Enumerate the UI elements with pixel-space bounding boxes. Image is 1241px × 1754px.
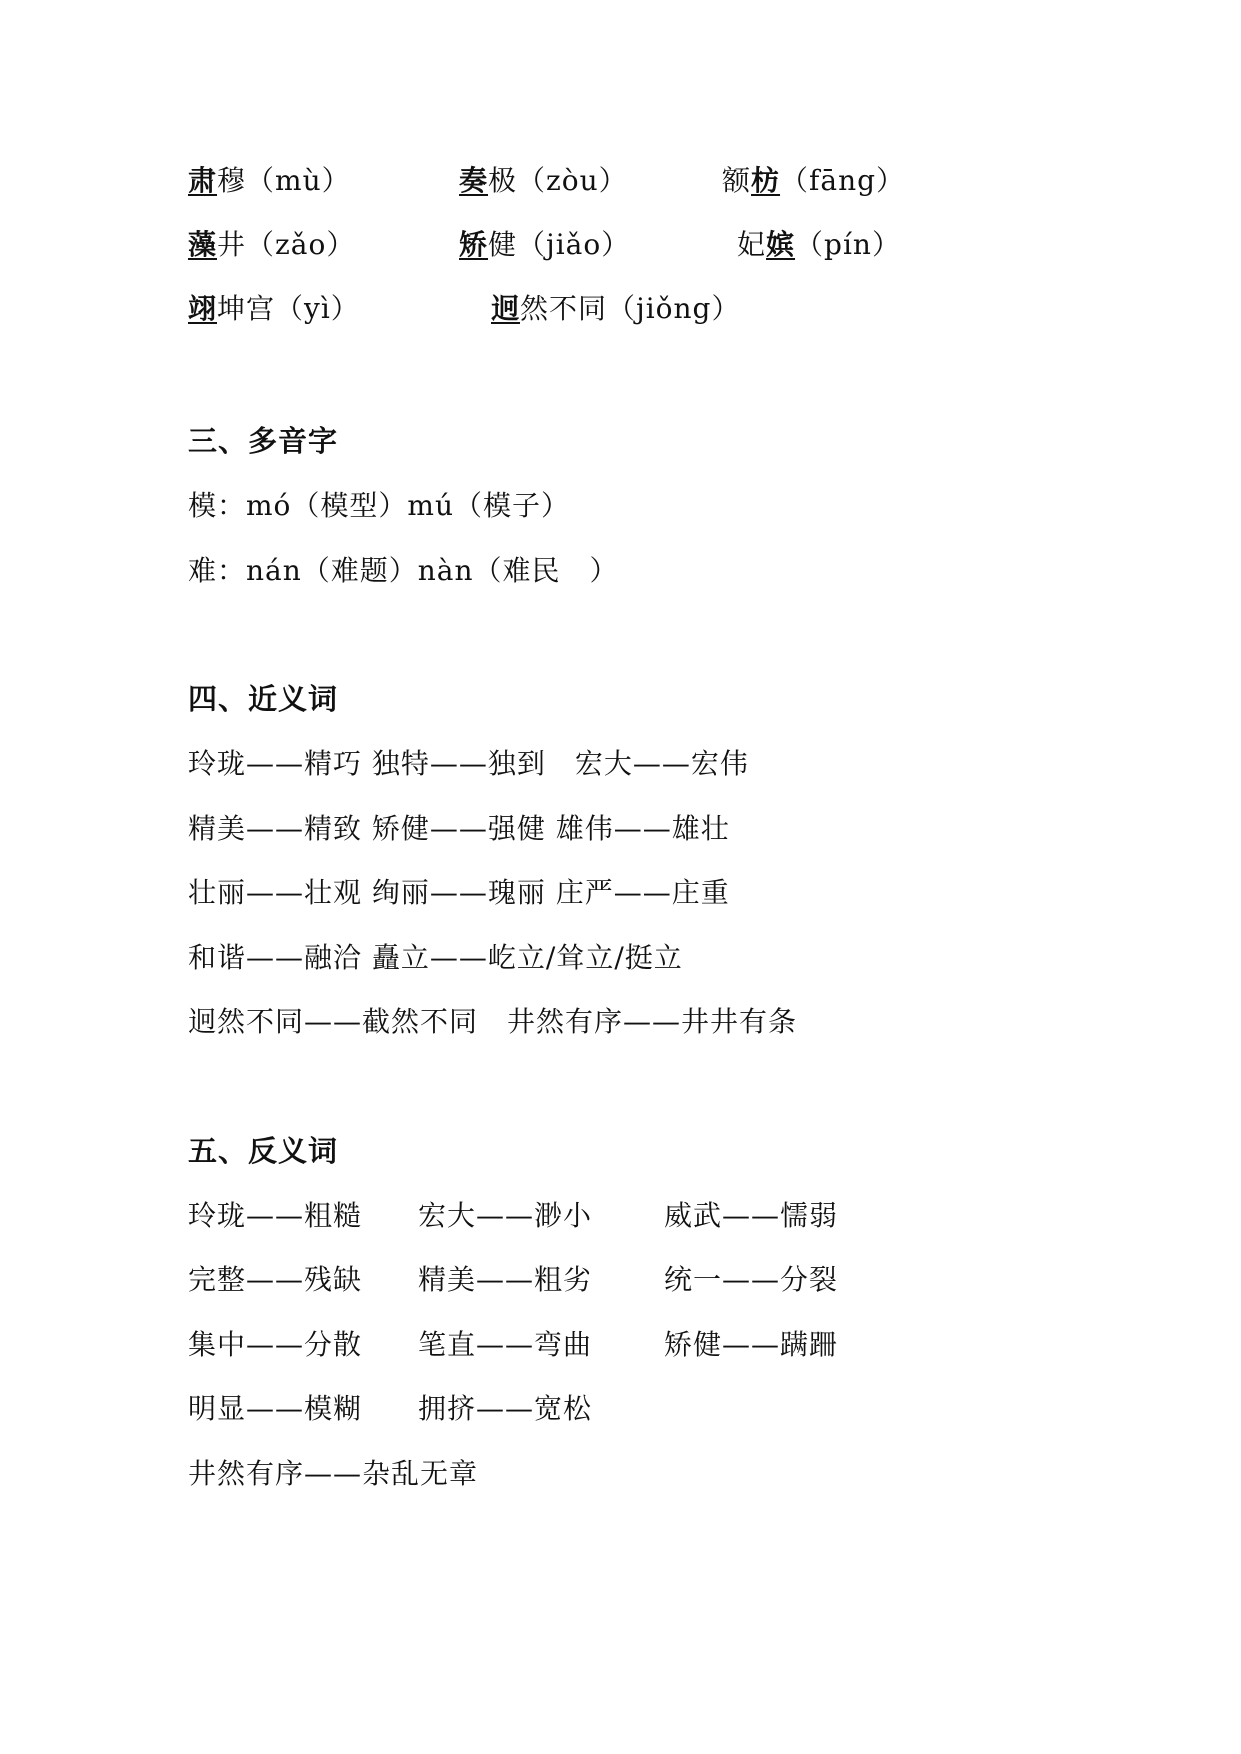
antonym-pair: 精美——粗劣: [418, 1263, 593, 1296]
underlined-char: 嫔: [766, 228, 796, 261]
antonym-pair: 完整——残缺: [188, 1263, 363, 1296]
antonym-pair: 明显——模糊: [188, 1392, 363, 1425]
antonym-pair: 笔直——弯曲: [418, 1328, 593, 1361]
synonym-line: 迥然不同——截然不同 井然有序——井井有条: [188, 1005, 798, 1038]
pronunciation-text: 坤宫（yì）: [217, 292, 360, 325]
section-heading-polyphone: 三、多音字: [188, 424, 339, 458]
antonym-pair: 玲珑——粗糙: [188, 1199, 363, 1232]
underlined-char: 翊: [188, 292, 218, 325]
pronunciation-item: [737, 227, 901, 263]
pronunciation-item: [188, 163, 351, 199]
pronunciation-text: 井（zǎo）: [217, 228, 356, 261]
pronunciation-item: [459, 163, 628, 199]
antonym-pair: 矫健——蹒跚: [664, 1328, 839, 1361]
synonym-line: 精美——精致 矫健——强健 雄伟——雄壮: [188, 812, 730, 845]
pronunciation-prefix: 额: [722, 164, 752, 197]
antonym-pair: 统一——分裂: [664, 1263, 839, 1296]
pronunciation-text: 极（zòu）: [488, 164, 628, 197]
antonym-pair: 威武——懦弱: [664, 1199, 839, 1232]
synonym-line: 玲珑——精巧 独特——独到 宏大——宏伟: [188, 747, 749, 780]
pronunciation-item: [459, 227, 630, 263]
pronunciation-item: [188, 227, 355, 263]
section-heading-antonyms: 五、反义词: [188, 1134, 339, 1168]
underlined-char: 迥: [491, 292, 521, 325]
antonym-pair: 井然有序——杂乱无章: [188, 1457, 479, 1490]
synonym-line: 壮丽——壮观 绚丽——瑰丽 庄严——庄重: [188, 876, 730, 909]
antonym-pair: 宏大——渺小: [418, 1199, 593, 1232]
pronunciation-item: [188, 291, 360, 327]
pronunciation-item: [722, 163, 905, 199]
antonym-pair: 拥挤——宽松: [418, 1392, 593, 1425]
pronunciation-prefix: 妃: [737, 228, 767, 261]
underlined-char: 藻: [188, 228, 218, 261]
polyphone-line: 模：mó（模型）mú（模子）: [188, 489, 570, 522]
underlined-char: 奏: [459, 164, 489, 197]
underlined-char: 枋: [751, 164, 781, 197]
pronunciation-text: 穆（mù）: [217, 164, 351, 197]
synonym-line: 和谐——融洽 矗立——屹立/耸立/挺立: [188, 941, 683, 974]
pronunciation-item: [491, 291, 740, 327]
pronunciation-text: 然不同（jiǒng）: [520, 292, 741, 325]
antonym-pair: 集中——分散: [188, 1328, 363, 1361]
pronunciation-text: （pín）: [795, 228, 901, 261]
underlined-char: 肃: [188, 164, 218, 197]
pronunciation-text: 健（jiǎo）: [488, 228, 631, 261]
pronunciation-text: （fāng）: [780, 164, 906, 197]
section-heading-synonyms: 四、近义词: [188, 682, 339, 716]
polyphone-line: 难：nán（难题）nàn（难民 ）: [188, 554, 619, 587]
underlined-char: 矫: [459, 228, 489, 261]
